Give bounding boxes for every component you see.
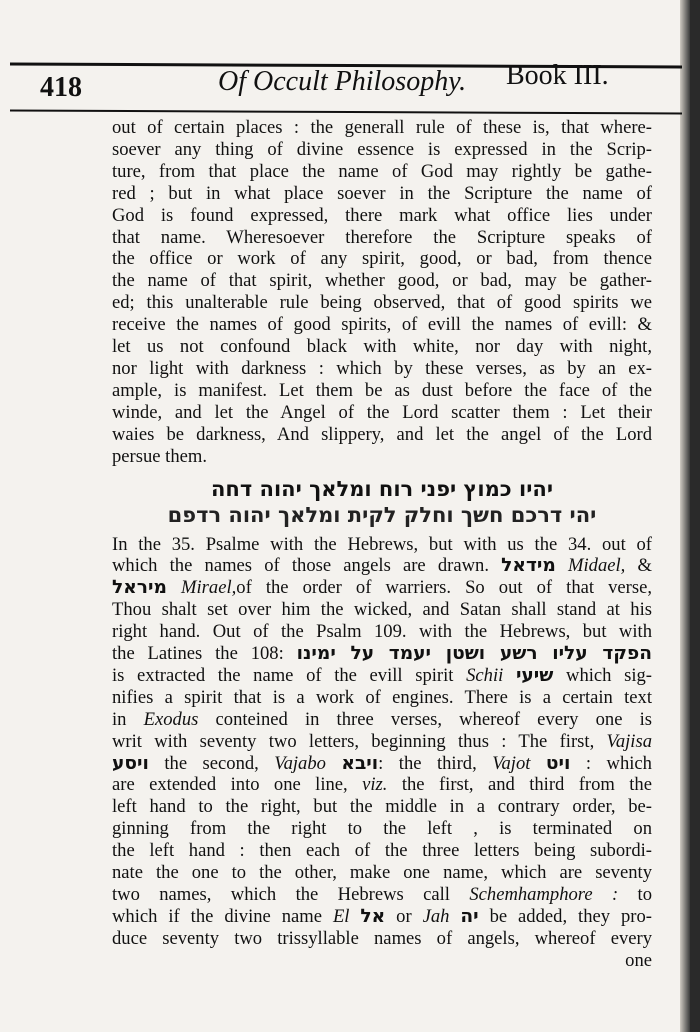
hebrew-word: מידאל <box>501 555 556 577</box>
text-line: is extracted the name of the evill spirit Schii שיעי which sig- <box>112 664 652 686</box>
text-line: persue them. <box>112 445 208 467</box>
text-line: the Latines the 108: הפקד עליו רשע ושטן יעמד על ימינו <box>112 643 652 665</box>
page-edge-shadow <box>680 0 690 1032</box>
text-line: that name. Wheresoever therefore the Scripture speaks of <box>112 226 652 248</box>
text-line: are extended into one line, viz. the first, and third from the <box>112 774 652 796</box>
text-line: left hand to the right, but the middle in a contrary order, be- <box>112 796 652 818</box>
text-line: which if the divine name El אל or Jah יה be added, they pro- <box>112 905 652 927</box>
text-line: right hand. Out of the Psalm 109. with the Hebrews, but with <box>112 621 652 643</box>
paragraph-1 <box>112 117 652 468</box>
text-line: in Exodus conteined in three verses, whereof every one is <box>112 708 652 730</box>
hebrew-word: מיראל <box>112 577 167 599</box>
text-line: Thou shalt set over him the wicked, and Satan shall stand at his <box>112 599 652 621</box>
text-line: nate the one to the other, make one name, which are seventy <box>112 862 652 884</box>
paragraph-2 <box>112 534 652 972</box>
text-line: ample, is manifest. Let them be as dust before the face of the <box>112 379 652 401</box>
hebrew-word: יה <box>460 905 479 927</box>
text-line: ginning from the right to the left , is terminated on <box>112 818 652 840</box>
text-line: out of certain places : the generall rule of these is, that where- <box>112 117 652 138</box>
catchword: one <box>625 949 652 971</box>
page-number: 418 <box>40 72 82 103</box>
text-line: the left hand : then each of the three letters being subordi- <box>112 840 652 862</box>
text-line: nifies a spirit that is a work of engines. There is a certain text <box>112 686 652 708</box>
text-line: nor light with darkness : which by these verses, as by an ex- <box>112 357 652 379</box>
hebrew-verse-2: יהי דרכם חשך וחלק לקית ומלאך יהוה רדפם <box>167 502 597 527</box>
text-line: ויסע the second, Vajabo ויבא: the third, Vajot ויט : which <box>112 752 652 774</box>
text-line: God is found expressed, there mark what office lies under <box>112 204 652 226</box>
text-line: ture, from that place the name of God may rightly be gathe- <box>112 160 652 182</box>
text-line: the name of that spirit, whether good, or bad, may be gather- <box>112 270 652 292</box>
text-line: which the names of those angels are drawn. מידאל Midael, & <box>112 555 652 577</box>
text-line: In the 35. Psalme with the Hebrews, but with us the 34. out of <box>112 533 652 555</box>
body-text <box>112 117 652 972</box>
text-line: waies be darkness, And slippery, and let the angel of the Lord <box>112 423 652 445</box>
hebrew-verse-1: יהיו כמוץ יפני רוח ומלאך יהוה דחה <box>211 476 553 501</box>
book-label: Book III. <box>506 60 609 91</box>
text-line: duce seventy two trissyllable names of angels, whereof every <box>112 927 652 949</box>
text-line: ed; this unalterable rule being observed, that of good spirits we <box>112 292 652 314</box>
text-line: soever any thing of divine essence is expressed in the Scrip- <box>112 138 652 160</box>
text-line: let us not confound black with white, nor day with night, <box>112 336 652 358</box>
running-title-text: Of Occult Philosophy. <box>218 66 467 97</box>
hebrew-word: שיעי <box>515 664 554 686</box>
hebrew-verses <box>112 476 652 528</box>
hebrew-word: ויבא <box>341 752 379 774</box>
running-title <box>218 66 466 116</box>
text-line: writ with seventy two letters, beginning thus : The first, Vajisa <box>112 730 652 752</box>
hebrew-word: אל <box>360 905 386 927</box>
text-line: מיראל Mirael,of the order of warriers. So out of that verse, <box>112 577 652 599</box>
hebrew-word: ויסע <box>112 752 149 774</box>
hebrew-word: ויט <box>545 752 571 774</box>
text-line: two names, which the Hebrews call Schemhamphore : to <box>112 884 652 905</box>
hebrew-phrase: הפקד עליו רשע ושטן יעמד על ימינו <box>296 643 652 665</box>
text-line: the office or work of any spirit, good, or bad, from thence <box>112 248 652 270</box>
text-line: winde, and let the Angel of the Lord scatter them : Let their <box>112 401 652 423</box>
text-line: red ; but in what place soever in the Scripture the name of <box>112 182 652 204</box>
text-line: receive the names of good spirits, of evill the names of evill: & <box>112 314 652 336</box>
